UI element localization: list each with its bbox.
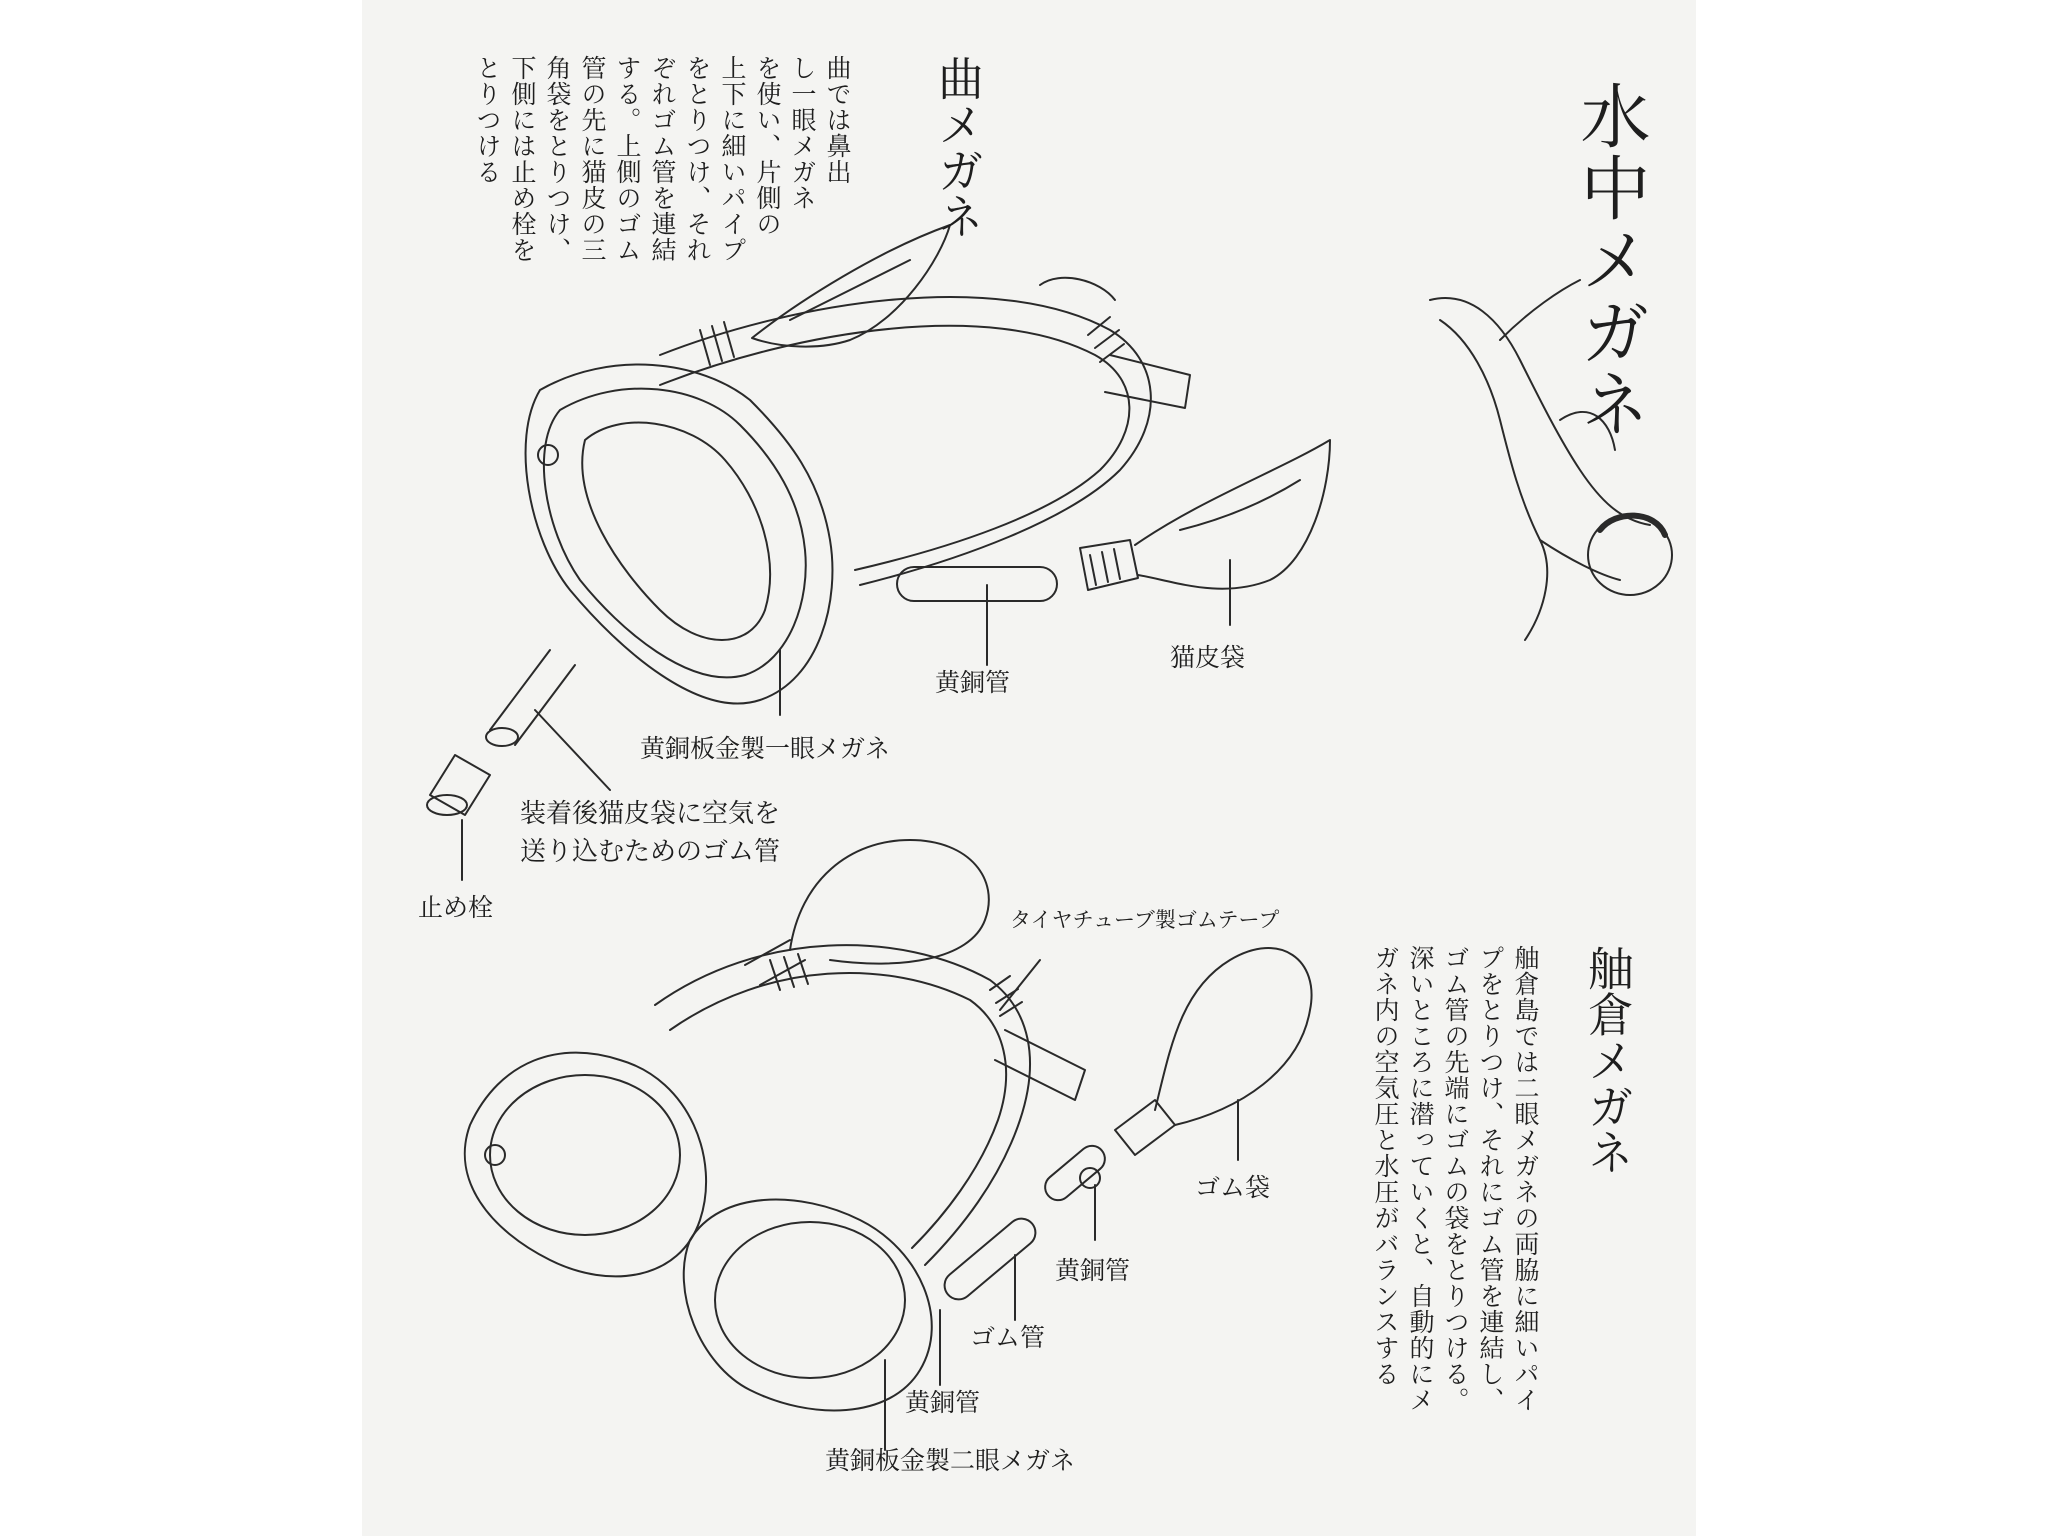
page-title: 水中メガネ: [1569, 80, 1651, 440]
label-double-lens-goggle: 黄銅板金製二眼メガネ: [825, 1446, 1076, 1475]
label-rubber-tube: ゴム管: [970, 1323, 1046, 1352]
label-cat-skin-bag: 猫皮袋: [1170, 643, 1246, 672]
label-bottom-brass-pipe-left: 黄銅管: [905, 1388, 981, 1417]
label-top-brass-pipe: 黄銅管: [935, 668, 1011, 697]
single-lens-goggle-drawing: [427, 225, 1330, 880]
label-bottom-brass-pipe-right: 黄銅管: [1055, 1256, 1131, 1285]
label-single-lens-goggle: 黄銅板金製一眼メガネ: [640, 734, 891, 763]
label-rubber-tube-note: 装着後猫皮袋に空気を 送り込むためのゴム管: [520, 799, 781, 867]
bottom-section-heading: 舳倉メガネ: [1581, 945, 1635, 1175]
label-stopper: 止め栓: [418, 893, 494, 922]
bottom-section-description: 舳倉島では二眼メガネの両脇に細いパイ プをとりつけ、それにゴム管を連結し、 ゴム管の先端にゴムの袋をとりつける。 深いところに潜っていくと、自動的にメ ガネ内の空気圧と水圧がバランスする: [1371, 945, 1540, 1413]
label-rubber-bag: ゴム袋: [1195, 1173, 1271, 1202]
top-section-heading: 曲メガネ: [931, 55, 985, 239]
label-tire-tube-tape: タイヤチューブ製ゴムテープ: [1010, 908, 1280, 932]
top-section-description: 曲では鼻出 し一眼メガネ を使い、片側の 上下に細いパイプ をとりつけ、それ ぞれゴム管を連結 する。上側のゴム 管の先に猫皮の三 角袋をとりつけ、 下側には止め栓を とりつける: [473, 55, 852, 263]
